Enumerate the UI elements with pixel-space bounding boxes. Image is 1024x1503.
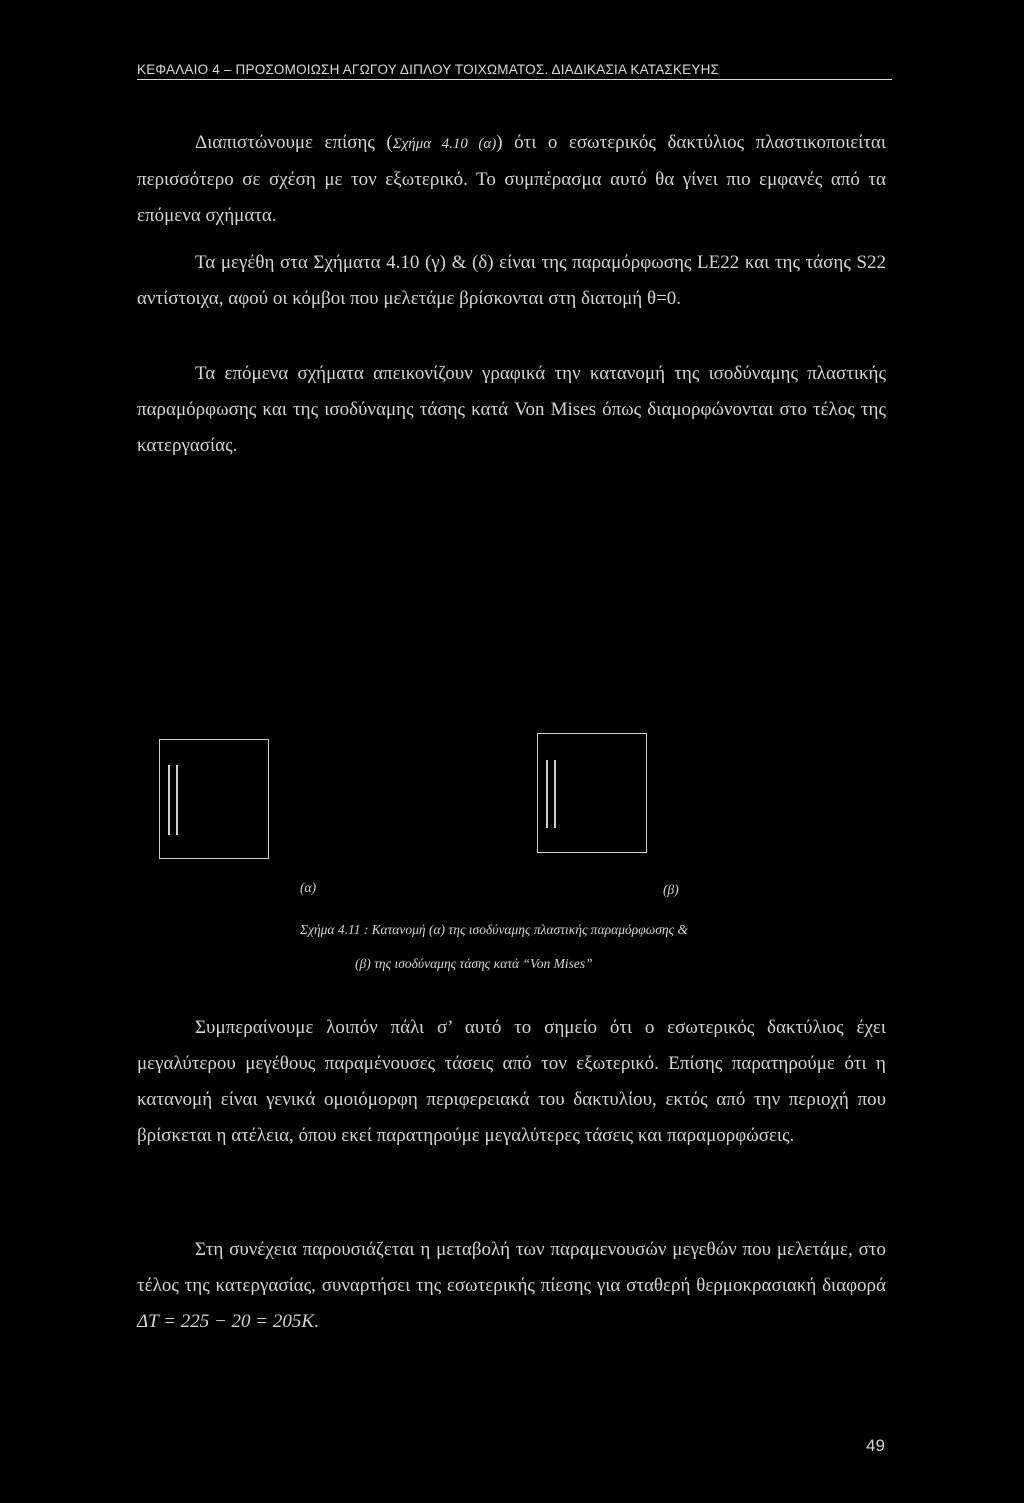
paragraph-1-rest: ) ότι ο εσωτερικός δακτύλιος πλαστικοποιείται περισσότερο σε σχέση με τον εξωτερικό. Το συμπέρασμα αυτό θα γίνει πιο εμφανές από τα επόμενα σχήματα. xyxy=(137,132,886,226)
figure-caption-line-2: (β) της ισοδύναμης τάσης κατά “Von Mises” xyxy=(355,956,593,971)
paragraph-4-text: Συμπεραίνουμε λοιπόν πάλι σ’ αυτό το σημείο ότι ο εσωτερικός δακτύλιος έχει μεγαλύτερου μεγέθους παραμένουσες τάσεις από τον εξωτερικό. Επίσης παρατηρούμε ότι η κατανομή είναι γενικά ομοιόμορφη περιφερειακά του δακτυλίου, εκτός από την περιοχή που βρίσκεται η ατέλεια, όπου εκεί παρατηρούμε μεγαλύτερες τάσεις και παραμορφώσεις. xyxy=(137,1017,886,1146)
paragraph-4 xyxy=(137,1010,886,1154)
paragraph-1 xyxy=(137,125,886,234)
paragraph-5 xyxy=(137,1232,886,1340)
temperature-formula: ΔT = 225 − 20 = 205K xyxy=(137,1311,315,1332)
figure-caption-line-1: Σχήμα 4.11 : Κατανομή (α) της ισοδύναμης πλαστικής παραμόρφωσης & xyxy=(300,922,688,937)
page-number: 49 xyxy=(866,1436,885,1455)
paragraph-3-text: Τα επόμενα σχήματα απεικονίζουν γραφικά την κατανομή της ισοδύναμης πλαστικής παραμόρφωσης και της ισοδύναμης τάσης κατά Von Mises όπως διαμορφώνονται στο τέλος της κατεργασίας. xyxy=(137,363,886,456)
figure-a-inner-ring xyxy=(168,765,170,835)
paragraph-5-end: . xyxy=(314,1311,319,1332)
running-header: ΚΕΦΑΛΑΙΟ 4 – ΠΡΟΣΟΜΟΙΩΣΗ ΑΓΩΓΟΥ ΔΙΠΛΟΥ ΤΟΙΧΩΜΑΤΟΣ. ΔΙΑΔΙΚΑΣΙΑ ΚΑΤΑΣΚΕΥΗΣ xyxy=(137,62,892,80)
figure-reference: Σχήμα 4.10 (α) xyxy=(392,136,497,152)
figure-label-b: (β) xyxy=(663,882,679,897)
paragraph-2 xyxy=(137,245,886,317)
paragraph-5-text: Στη συνέχεια παρουσιάζεται η μεταβολή των παραμενουσών μεγεθών που μελετάμε, στο τέλος της κατεργασίας, συναρτήσει της εσωτερικής πίεσης για σταθερή θερμοκρασιακή διαφορά xyxy=(137,1239,886,1296)
paragraph-1-start: Διαπιστώνουμε επίσης ( xyxy=(195,132,393,153)
paragraph-2-text: Τα μεγέθη στα Σχήματα 4.10 (γ) & (δ) είναι της παραμόρφωσης LE22 και της τάσης S22 αντίστοιχα, αφού οι κόμβοι που μελετάμε βρίσκονται στη διατομή θ=0. xyxy=(137,252,886,309)
figure-b-inner-ring xyxy=(546,760,548,828)
figure-b-outer-ring xyxy=(554,760,556,828)
figure-label-a: (α) xyxy=(300,880,317,895)
figure-a-outer-ring xyxy=(176,765,178,835)
paragraph-3 xyxy=(137,356,886,464)
